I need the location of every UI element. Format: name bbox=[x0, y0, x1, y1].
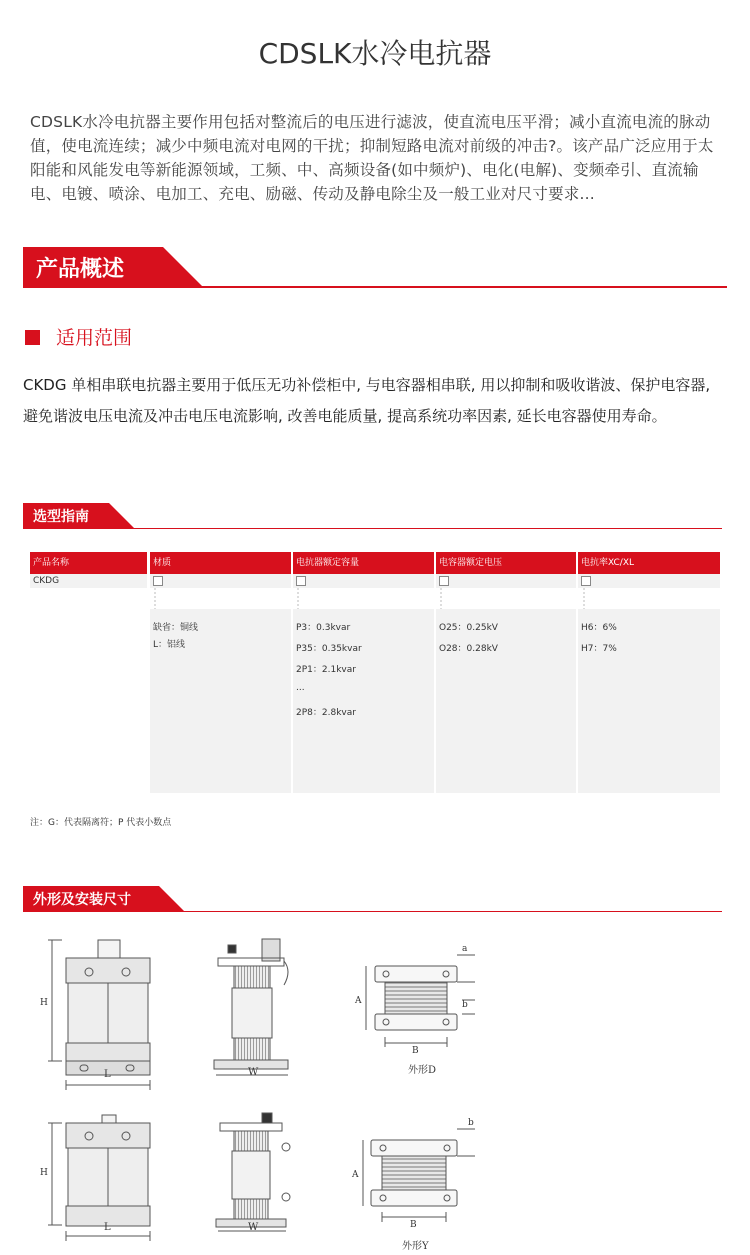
scope-heading bbox=[25, 323, 132, 350]
dim-label: B bbox=[412, 1046, 419, 1056]
section-header-dimensions bbox=[23, 886, 722, 912]
top-view-y bbox=[363, 1129, 475, 1222]
page-title: CDSLK水冷电抗器 bbox=[258, 37, 492, 70]
checkbox[interactable] bbox=[153, 576, 163, 586]
dim-label: A bbox=[352, 1170, 359, 1180]
dim-label: L bbox=[104, 1069, 111, 1080]
dim-label: B bbox=[410, 1220, 417, 1230]
product-name-cell: CKDG bbox=[30, 574, 147, 588]
header-cell: 材质 bbox=[150, 552, 291, 574]
option-text: P35：0.35kvar bbox=[296, 644, 362, 654]
top-view-d bbox=[366, 955, 475, 1047]
side-view-top bbox=[214, 939, 288, 1075]
front-view-bottom bbox=[48, 1115, 150, 1241]
square-bullet-icon bbox=[25, 330, 40, 345]
voltage-options bbox=[436, 609, 576, 793]
section-title: 产品概述 bbox=[36, 257, 125, 282]
dim-label: H bbox=[40, 1168, 48, 1178]
option-text: P3：0.3kvar bbox=[296, 623, 351, 633]
caption-y: 外形Y bbox=[402, 1241, 429, 1252]
intro-paragraph: CDSLK水冷电抗器主要作用包括对整流后的电压进行滤波，使直流电压平滑；减小直流电流的脉动值，使电流连续；减少中频电流对电网的干扰；抑制短路电流对前级的冲击?。该产品广泛应用于太阳能和风能发电等新能源领域，工频、中、高频设备(如中频炉)、电化(电解)、变频牵引、直流输电、电镀、喷涂、电加工、充电、励磁、传动及静电除尘及一般工业对尺寸要求... bbox=[30, 113, 714, 203]
scope-text: CKDG 单相串联电抗器主要用于低压无功补偿柜中, 与电容器相串联, 用以抑制和吸收谐波、保护电容器, 避免谐波电压电流及冲击电压电流影响, 改善电能质量, 提高系统功率因素, 延长电容器使用寿命。 bbox=[23, 376, 711, 425]
option-text: ... bbox=[296, 683, 305, 693]
checkbox[interactable] bbox=[581, 576, 591, 586]
option-text: 2P8：2.8kvar bbox=[296, 708, 356, 718]
scope-heading-text: 适用范围 bbox=[56, 327, 133, 349]
ratio-options bbox=[578, 609, 720, 793]
connector-lines bbox=[0, 588, 750, 610]
checkbox-cell bbox=[436, 574, 576, 588]
checkbox[interactable] bbox=[296, 576, 306, 586]
option-text: 缺省：铜线 bbox=[153, 623, 199, 633]
checkbox-cell bbox=[293, 574, 434, 588]
checkbox-cell bbox=[150, 574, 291, 588]
dim-label: b bbox=[468, 1118, 474, 1128]
option-text: H7：7% bbox=[581, 644, 617, 654]
dim-label: L bbox=[104, 1222, 111, 1233]
option-text: O28：0.28kV bbox=[439, 644, 498, 654]
option-text: 2P1：2.1kvar bbox=[296, 665, 356, 675]
dim-label: A bbox=[355, 996, 362, 1006]
section-header-overview bbox=[23, 247, 727, 288]
dim-label: H bbox=[40, 998, 48, 1008]
option-text: L：铝线 bbox=[153, 640, 186, 650]
dim-label: W bbox=[248, 1222, 259, 1233]
dim-label: a bbox=[462, 944, 468, 954]
option-text: H6：6% bbox=[581, 623, 617, 633]
table-note: 注：G：代表隔离符；P 代表小数点 bbox=[30, 818, 172, 828]
header-cell: 电抗率XC/XL bbox=[578, 552, 720, 574]
header-cell: 电抗器额定容量 bbox=[293, 552, 434, 574]
dimension-drawings bbox=[0, 925, 750, 1255]
front-view-top bbox=[48, 940, 150, 1090]
section-header-selection bbox=[23, 503, 722, 529]
selection-table-header bbox=[30, 552, 720, 574]
header-cell: 电容器额定电压 bbox=[436, 552, 576, 574]
option-text: O25：0.25kV bbox=[439, 623, 498, 633]
selection-table-row bbox=[30, 574, 720, 588]
dim-label: W bbox=[248, 1067, 259, 1078]
checkbox[interactable] bbox=[439, 576, 449, 586]
checkbox-cell bbox=[578, 574, 720, 588]
header-cell: 产品名称 bbox=[30, 552, 147, 574]
capacity-options bbox=[293, 609, 434, 793]
material-options bbox=[150, 609, 291, 793]
section-title: 选型指南 bbox=[33, 509, 89, 525]
caption-d: 外形D bbox=[408, 1065, 437, 1076]
section-title: 外形及安装尺寸 bbox=[33, 892, 131, 908]
side-view-bottom bbox=[216, 1113, 290, 1231]
dim-label: b bbox=[462, 1000, 468, 1010]
